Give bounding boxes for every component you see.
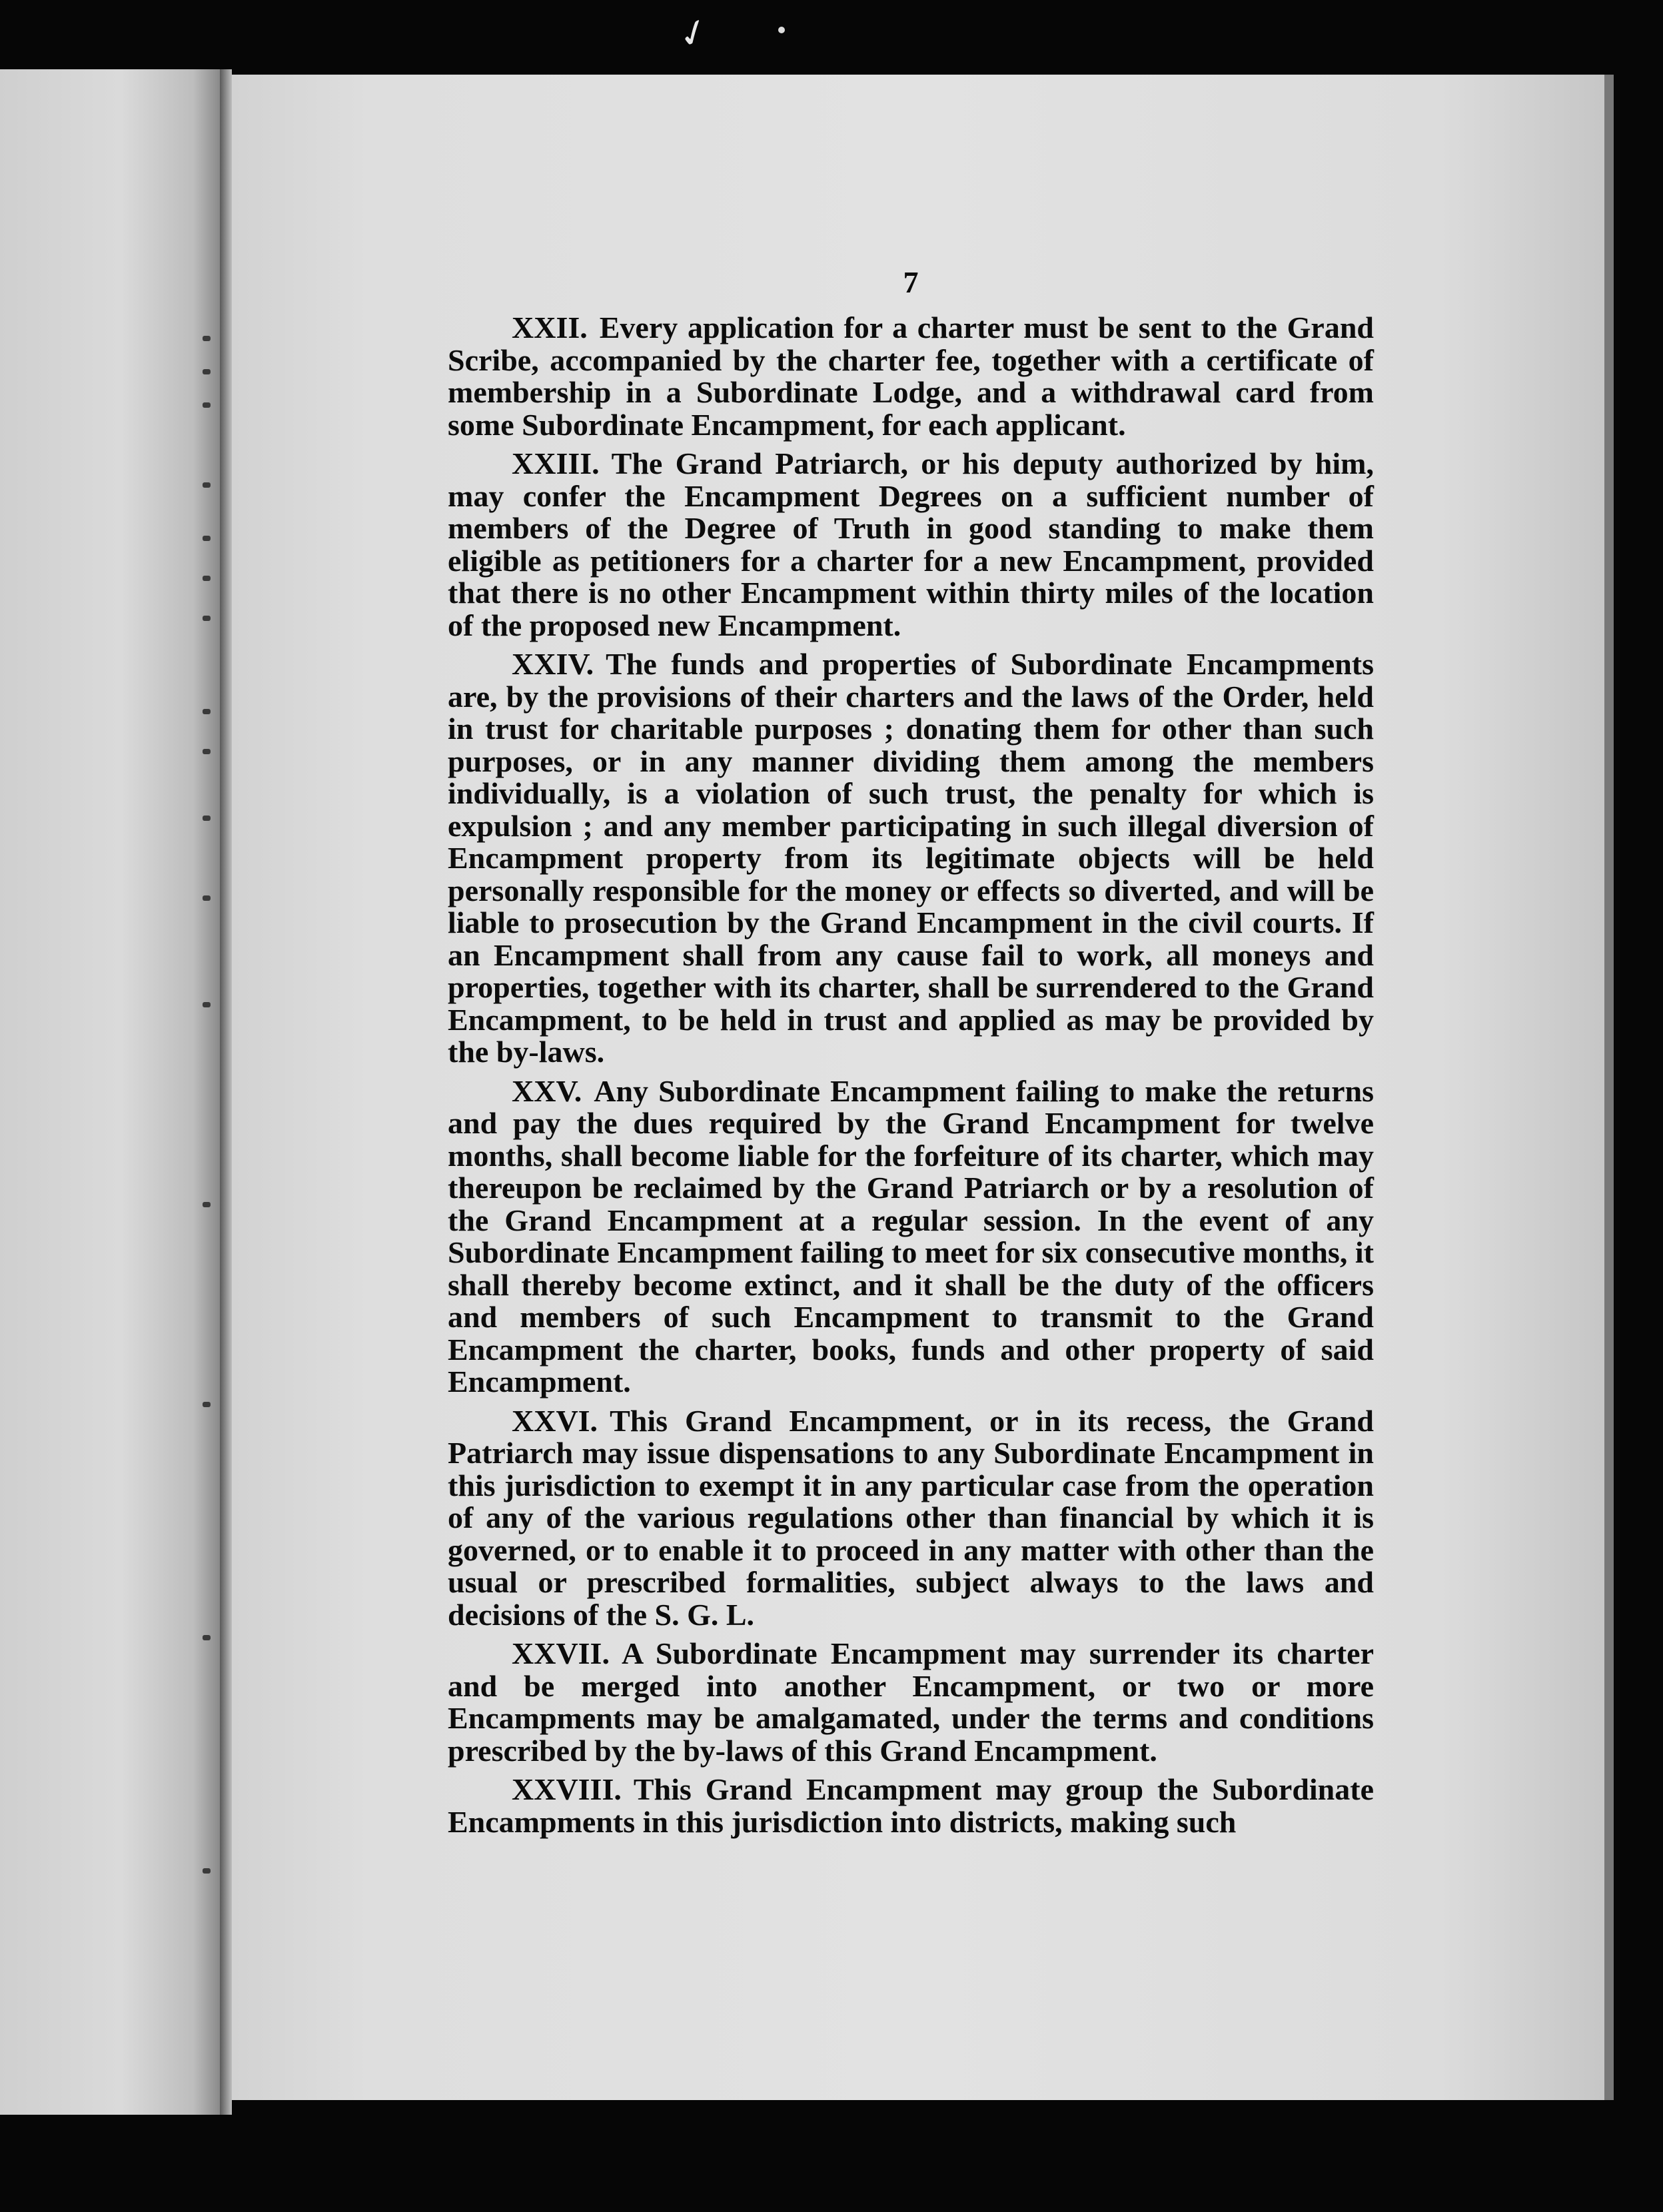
section-xxvii	[448, 1638, 1374, 1767]
section-text: The funds and properties of Subordinate Encampments are, by the provisions of their charters and the laws of the Order, held in trust for charitable purposes ; donating them for other than such purposes, or in any manner dividing them among the members individually, is a violation of such trust, the penalty for which is expulsion ; and any member participating in such illegal diversion of Encampment property from its legitimate objects will be held personally responsible for the money or effects so diverted, and will be liable to prosecution by the Grand Encampment in the civil courts. If an Encampment shall from any cause fail to work, all moneys and properties, together with its charter, shall be surrendered to the Grand Encampment, to be held in trust and applied as may be provided by the by-laws.	[448, 647, 1374, 1069]
bleed-through-mark	[203, 709, 211, 714]
section-text: This Grand Encampment, or in its recess, the Grand Patriarch may issue dispensations to any Subordinate Encampment in this jurisdiction to exempt it in any particular case from the operation of any of the various regulations other than financial by which it is governed, or to enable it to proceed in any matter with other than the usual or prescribed formalities, subject always to the laws and decisions of the S. G. L.	[448, 1403, 1374, 1632]
bleed-through-mark	[203, 1868, 211, 1874]
bleed-through-mark	[203, 895, 211, 901]
section-text: A Subordinate Encampment may surrender its charter and be merged into another Encampment, or two or more Encampments may be amalgamated, under the terms and conditions prescribed by the by-laws of this Grand Encampment.	[448, 1636, 1374, 1768]
bleed-through-mark	[203, 749, 211, 754]
section-numeral: XXIII.	[512, 446, 600, 480]
section-numeral: XXII.	[512, 310, 588, 344]
section-xxvi	[448, 1405, 1374, 1632]
book-gutter	[220, 69, 232, 2115]
bleed-through-mark	[203, 1402, 211, 1407]
section-xxii	[448, 312, 1374, 441]
section-numeral: XXVIII.	[512, 1772, 622, 1806]
bleed-through-mark	[203, 1002, 211, 1007]
bleed-through-mark	[203, 1202, 211, 1207]
scan-artifact-mark: ✓	[672, 7, 716, 60]
page-edge-shadow	[1604, 75, 1614, 2100]
section-numeral: XXVII.	[512, 1636, 610, 1670]
section-text: Every application for a charter must be sent to the Grand Scribe, accompanied by the charter fee, together with a certificate of membership in a Subordinate Lodge, and a withdrawal card from some Subordinate Encampment, for each applicant.	[448, 310, 1374, 442]
bleed-through-mark	[203, 1635, 211, 1640]
bleed-through-mark	[203, 482, 211, 488]
section-text: Any Subordinate Encampment failing to make the returns and pay the dues required by the Grand Encampment for twelve months, shall become liable for the forfeiture of its charter, which may thereupon be reclaimed by the Grand Patriarch or by a resolution of the Grand Encampment at a regular session. In the event of any Subordinate Encampment failing to meet for six consecutive months, it shall thereby become extinct, and it shall be the duty of the officers and members of such Encampment to transmit to the Grand Encampment the charter, books, funds and other property of said Encampment.	[448, 1073, 1374, 1398]
scan-artifact-dot	[778, 27, 785, 33]
page-number: 7	[903, 265, 919, 299]
bleed-through-mark	[203, 816, 211, 821]
bleed-through-mark	[203, 576, 211, 581]
section-numeral: XXVI.	[512, 1403, 598, 1438]
section-xxviii	[448, 1774, 1374, 1838]
bleed-through-mark	[203, 369, 211, 374]
page-text	[448, 267, 1374, 1845]
section-xxiv	[448, 648, 1374, 1069]
bleed-through-mark	[203, 402, 211, 408]
section-xxiii	[448, 448, 1374, 642]
section-text: This Grand Encampment may group the Subordinate Encampments in this jurisdiction into districts, making such	[448, 1772, 1374, 1839]
section-numeral: XXV.	[512, 1073, 582, 1108]
section-xxv	[448, 1075, 1374, 1398]
section-text: The Grand Patriarch, or his deputy authorized by him, may confer the Encampment Degrees on a sufficient number of members of the Degree of Truth in good standing to make them eligible as petitioners for a charter for a new Encampment, provided that there is no other Encampment within thirty miles of the location of the proposed new Encampment.	[448, 446, 1374, 642]
bleed-through-mark	[203, 536, 211, 541]
left-page-edge	[0, 69, 220, 2115]
bleed-through-mark	[203, 336, 211, 341]
section-numeral: XXIV.	[512, 647, 594, 681]
bleed-through-mark	[203, 616, 211, 621]
